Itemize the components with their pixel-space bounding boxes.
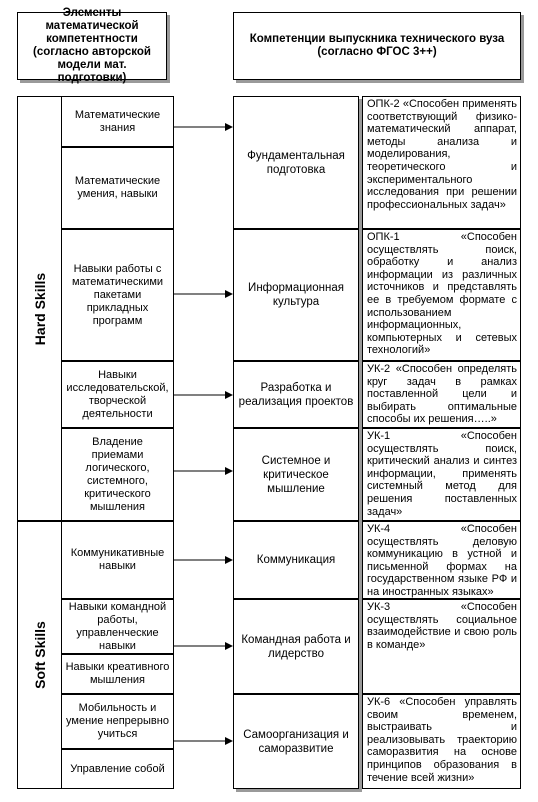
element-label: Владение приемами логического, системного, критического мышления (84, 435, 151, 513)
element-label: Навыки командной работы, управленческие навыки (68, 600, 167, 652)
category-label: Системное и критическое мышление (261, 454, 331, 495)
category-label: Фундаментальная подготовка (247, 149, 345, 176)
category-label: Коммуникация (256, 554, 336, 566)
competency-text: ОПК-1 «Способен осуществлять поиск, обработку и анализ информации из различных источников и представлять ее в требуемом формате с использованием информационных, компьютерных и сетевых технологий» (367, 231, 517, 357)
element-label: Математические знания (74, 108, 161, 134)
category-label: Информационная культура (248, 282, 344, 308)
competency-text: ОПК-2 «Способен применять соответствующий физико-математический аппарат, методы анализа и моделирования, теоретического и экспериментального исследования при решении профессиональных задач» (367, 98, 517, 211)
hard-skills-label: Hard Skills (31, 272, 48, 345)
competencies-header-text: Компетенции выпускника технического вуза (согласно ФГОС 3++) (249, 33, 505, 58)
elements-header-text: Элементы математической компетентности (согласно авторской модели мат. подготовки) (33, 7, 151, 84)
element-label: Навыки исследовательской, творческой деятельности (66, 368, 169, 420)
category-label: Командная работа и лидерство (241, 633, 351, 660)
element-label: Навыки работы с математическими пакетами прикладных программ (71, 262, 164, 327)
element-label: Коммуникативные навыки (70, 547, 165, 572)
competency-text: УК-1 «Способен осуществлять поиск, критический анализ и синтез информации, применять системный метод для решения поставленных задач» (367, 430, 517, 518)
element-label: Мобильность и умение непрерывно учиться (66, 702, 169, 740)
category-label: Самоорганизация и саморазвитие (243, 728, 349, 755)
element-label: Навыки креативного мышления (65, 661, 170, 686)
category-label: Разработка и реализация проектов (238, 381, 354, 408)
element-label: Управление собой (70, 762, 165, 775)
soft-skills-label: Soft Skills (31, 621, 48, 689)
element-label: Математические умения, навыки (74, 175, 161, 200)
competency-text: УК-2 «Способен определять круг задач в рамках поставленной цели и выбирать оптимальные способы их решения…..» (367, 363, 517, 426)
competency-text: УК-3 «Способен осуществлять социальное взаимодействие и свою роль в команде» (367, 601, 517, 651)
competency-text: УК-4 «Способен осуществлять деловую коммуникацию в устной и письменной формах на государственном языке РФ и на иностранных языках» (367, 523, 517, 598)
competency-text: УК-6 «Способен управлять своим временем, выстраивать и реализовывать траекторию саморазвития на основе принципов образования в течение всей жизни» (367, 696, 517, 784)
